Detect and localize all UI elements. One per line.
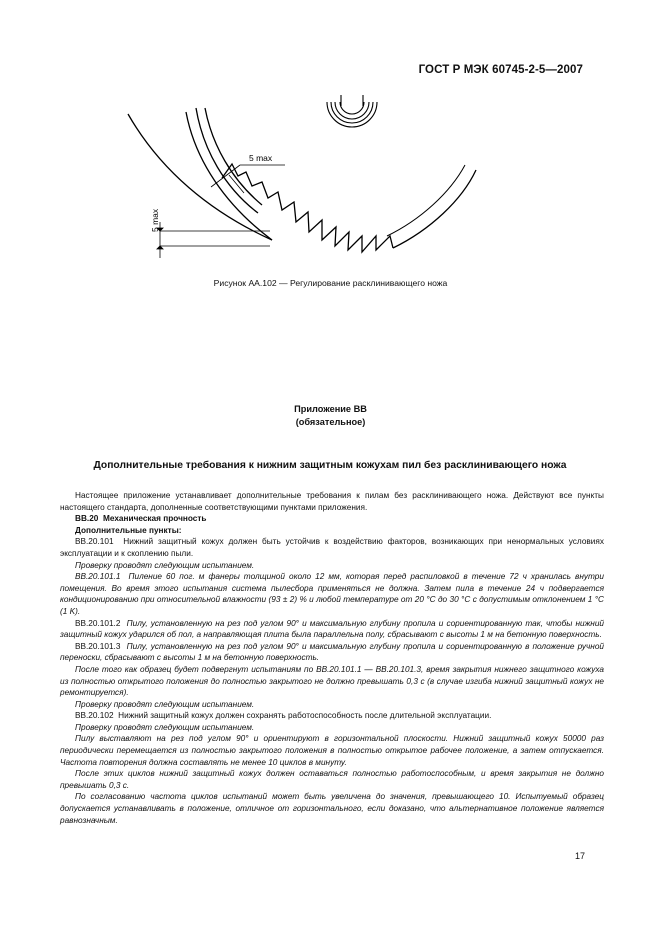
clause-number: ВВ.20.101 — [75, 537, 114, 547]
intro-paragraph: Настоящее приложение устанавливает дополнительные требования к пилам без расклинивающего ножа. Действуют все пункты настоящего стандарта, дополненные соответствующими пунктами приложения. — [60, 491, 604, 512]
clause-number: ВВ.20.101.3 — [75, 641, 121, 651]
clause-bb20-102 — [60, 710, 604, 722]
riving-knife-figure — [0, 0, 661, 300]
saw-teeth — [222, 164, 393, 252]
blade-rim — [393, 170, 476, 248]
clause-text: Пиление 60 пог. м фанеры толщиной около 12 мм, которая перед распиловкой в течение 72 ч хранилась внутри помещения. Во время этого испытания система пылесбора применяться не должна. Затем пила в течение 24 ч подвергается кондиционированию при относительной влажности (93 ± 2) % и любой температуре от 20 °С до 30 °С с допустимым отклонением 1 °С (1 K). — [60, 572, 604, 616]
clause-text: Пилу, установленную на рез под углом 90° и максимальную глубину пропила и сориентированную в положение ручной переноски, сбрасывают с высоты 1 м на бетонную поверхность. — [60, 641, 604, 663]
additional-clauses-label: Дополнительные пункты: — [75, 525, 182, 535]
annex-heading — [0, 403, 661, 429]
clause-bb20-101-1 — [60, 571, 604, 617]
blade-rim-inner — [387, 165, 465, 236]
clause-bb20-101-2 — [60, 618, 604, 641]
page-number: 17 — [574, 851, 585, 861]
blade-hub-icon — [327, 95, 377, 127]
clause-bb20-101-3 — [60, 641, 604, 664]
agreement-paragraph: По согласованию частота циклов испытаний может быть увеличена до значения, превышающего 10. Испытуемый образец допускается устанавливать в положение, отличное от горизонтального, если доказано, что альтернативное положение является равнозначным. — [60, 792, 604, 825]
figure-caption: Рисунок АА.102 — Регулирование расклинивающего ножа — [213, 278, 448, 288]
after-tests-paragraph: После того как образец будет подвергнут испытаниям по ВВ.20.101.1 — ВВ.20.101.3, время закрытия нижнего защитного кожуха из полностью открытого положения до полностью закрытого не должно превышать 0,3 с (в случае изгиба нижний защитный кожух не ремонтируется). — [60, 664, 604, 698]
saw-setup-paragraph: Пилу выставляют на рез под углом 90° и ориентируют в горизонтальной плоскости. Нижний защитный кожух 50000 раз периодически перемещается из полностью закрытого положения в полностью открытое рабочее положение, а затем отпускается. Частота повторения должна составлять не менее 10 циклов в минуту. — [60, 734, 604, 767]
check-paragraph: Проверку проводят следующим испытанием. — [75, 560, 255, 570]
after-cycles-paragraph: После этих циклов нижний защитный кожух должен оставаться полностью работоспособным, и время закрытия не должно превышать 0,3 с. — [60, 769, 604, 790]
check-paragraph: Проверку проводят следующим испытанием. — [75, 722, 255, 732]
dim-label-horizontal: 5 max — [249, 153, 273, 163]
clause-text: Пилу, установленную на рез под углом 90° и максимальную глубину пропила и сориентированную так, чтобы нижний защитный кожух ударился об пол, а направляющая плита была параллельна полу, сбрасывают с высоты 1 м на бетонную поверхность. — [60, 618, 604, 640]
check-paragraph: Проверку проводят следующим испытанием. — [75, 699, 255, 709]
section-title: Дополнительные требования к нижним защитным кожухам пил без расклинивающего ножа — [93, 460, 567, 471]
clause-bb20 — [60, 513, 604, 525]
clause-number: ВВ.20.101.1 — [75, 572, 121, 582]
clause-number: ВВ.20.101.2 — [75, 618, 121, 628]
annex-subtitle: (обязательное) — [295, 417, 366, 427]
annex-body — [60, 490, 604, 826]
clause-text: Нижний защитный кожух должен быть устойчив к воздействию факторов, возникающих при ненормальных условиях эксплуатации и к скоплению пыли. — [60, 537, 604, 558]
clause-number: ВВ.20 — [75, 514, 99, 524]
document-header: ГОСТ Р МЭК 60745-2-5—2007 — [418, 64, 583, 76]
dim-label-vertical: 5 max — [150, 208, 160, 232]
clause-number: ВВ.20.102 — [75, 711, 114, 721]
clause-title: Механическая прочность — [102, 514, 207, 524]
clause-bb20-101 — [60, 536, 604, 559]
annex-title: Приложение ВВ — [294, 404, 367, 414]
clause-text: Нижний защитный кожух должен сохранять работоспособность после длительной эксплуатации. — [118, 711, 492, 721]
